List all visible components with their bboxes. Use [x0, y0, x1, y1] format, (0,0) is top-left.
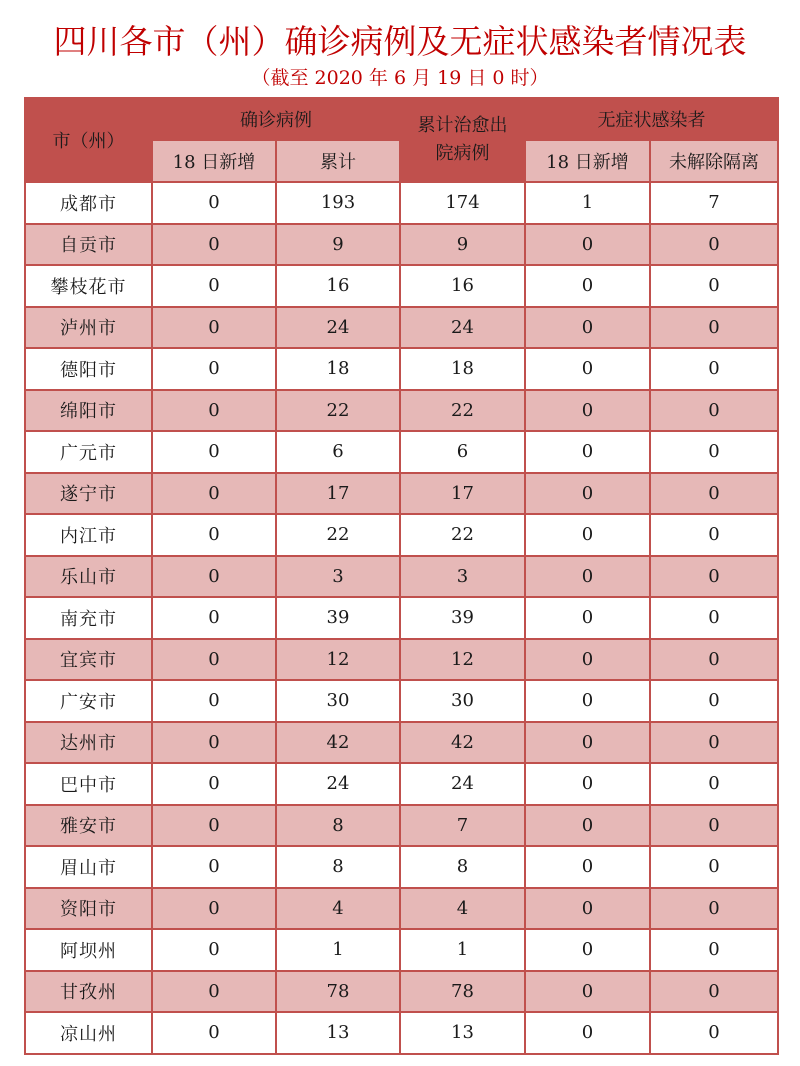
recovered-cell: 78	[400, 971, 525, 1013]
asymptomatic-new-cell: 0	[525, 514, 650, 556]
city-cell: 内江市	[25, 514, 152, 556]
asymptomatic-isolated-cell: 0	[650, 929, 778, 971]
asymptomatic-new-cell: 0	[525, 763, 650, 805]
asymptomatic-new-cell: 0	[525, 597, 650, 639]
city-cell: 南充市	[25, 597, 152, 639]
confirmed-new-cell: 0	[152, 473, 276, 515]
asymptomatic-new-cell: 0	[525, 431, 650, 473]
asymptomatic-isolated-cell: 0	[650, 556, 778, 598]
confirmed-total-cell: 3	[276, 556, 400, 598]
city-cell: 广安市	[25, 680, 152, 722]
confirmed-new-cell: 0	[152, 265, 276, 307]
table-row	[25, 763, 778, 805]
confirmed-new-cell: 0	[152, 390, 276, 432]
table-row	[25, 473, 778, 515]
page-subtitle: （截至 2020 年 6 月 19 日 0 时）	[251, 67, 549, 89]
table-row	[25, 1012, 778, 1054]
city-cell: 德阳市	[25, 348, 152, 390]
table-row	[25, 514, 778, 556]
asymptomatic-isolated-cell: 0	[650, 888, 778, 930]
asymptomatic-new-cell: 0	[525, 307, 650, 349]
recovered-cell: 8	[400, 846, 525, 888]
city-cell: 甘孜州	[25, 971, 152, 1013]
recovered-cell: 3	[400, 556, 525, 598]
confirmed-total-cell: 78	[276, 971, 400, 1013]
table-row	[25, 846, 778, 888]
confirmed-total-cell: 24	[276, 307, 400, 349]
recovered-cell: 12	[400, 639, 525, 681]
confirmed-total-cell: 30	[276, 680, 400, 722]
header-confirmed-new: 18 日新增	[152, 140, 276, 182]
city-cell: 阿坝州	[25, 929, 152, 971]
recovered-cell: 174	[400, 182, 525, 224]
recovered-cell: 22	[400, 514, 525, 556]
city-cell: 资阳市	[25, 888, 152, 930]
asymptomatic-isolated-cell: 0	[650, 597, 778, 639]
asymptomatic-new-cell: 0	[525, 265, 650, 307]
recovered-cell: 17	[400, 473, 525, 515]
confirmed-new-cell: 0	[152, 763, 276, 805]
asymptomatic-new-cell: 1	[525, 182, 650, 224]
recovered-cell: 18	[400, 348, 525, 390]
confirmed-total-cell: 8	[276, 805, 400, 847]
confirmed-total-cell: 4	[276, 888, 400, 930]
recovered-cell: 30	[400, 680, 525, 722]
city-cell: 凉山州	[25, 1012, 152, 1054]
asymptomatic-new-cell: 0	[525, 805, 650, 847]
recovered-cell: 13	[400, 1012, 525, 1054]
confirmed-total-cell: 193	[276, 182, 400, 224]
table-row	[25, 639, 778, 681]
confirmed-new-cell: 0	[152, 1012, 276, 1054]
recovered-cell: 24	[400, 307, 525, 349]
confirmed-new-cell: 0	[152, 846, 276, 888]
confirmed-total-cell: 9	[276, 224, 400, 266]
city-cell: 眉山市	[25, 846, 152, 888]
city-cell: 攀枝花市	[25, 265, 152, 307]
table-row	[25, 888, 778, 930]
asymptomatic-isolated-cell: 0	[650, 971, 778, 1013]
asymptomatic-isolated-cell: 0	[650, 473, 778, 515]
table-body	[25, 182, 778, 1054]
asymptomatic-new-cell: 0	[525, 390, 650, 432]
asymptomatic-new-cell: 0	[525, 639, 650, 681]
recovered-cell: 6	[400, 431, 525, 473]
header-asymptomatic-isolated: 未解除隔离	[650, 140, 778, 182]
table-row	[25, 680, 778, 722]
recovered-cell: 16	[400, 265, 525, 307]
city-cell: 绵阳市	[25, 390, 152, 432]
table-row	[25, 431, 778, 473]
confirmed-total-cell: 42	[276, 722, 400, 764]
confirmed-total-cell: 22	[276, 514, 400, 556]
confirmed-total-cell: 13	[276, 1012, 400, 1054]
confirmed-new-cell: 0	[152, 224, 276, 266]
confirmed-total-cell: 22	[276, 390, 400, 432]
case-table	[24, 97, 779, 1055]
confirmed-new-cell: 0	[152, 680, 276, 722]
confirmed-new-cell: 0	[152, 639, 276, 681]
asymptomatic-new-cell: 0	[525, 929, 650, 971]
confirmed-total-cell: 18	[276, 348, 400, 390]
table-row	[25, 348, 778, 390]
table-row	[25, 556, 778, 598]
asymptomatic-new-cell: 0	[525, 224, 650, 266]
asymptomatic-isolated-cell: 0	[650, 722, 778, 764]
table-row	[25, 307, 778, 349]
header-city: 市（州）	[25, 98, 152, 182]
confirmed-total-cell: 8	[276, 846, 400, 888]
city-cell: 宜宾市	[25, 639, 152, 681]
confirmed-new-cell: 0	[152, 597, 276, 639]
recovered-cell: 24	[400, 763, 525, 805]
asymptomatic-new-cell: 0	[525, 473, 650, 515]
asymptomatic-isolated-cell: 0	[650, 1012, 778, 1054]
asymptomatic-isolated-cell: 0	[650, 639, 778, 681]
asymptomatic-isolated-cell: 0	[650, 680, 778, 722]
asymptomatic-new-cell: 0	[525, 1012, 650, 1054]
asymptomatic-isolated-cell: 0	[650, 265, 778, 307]
confirmed-total-cell: 17	[276, 473, 400, 515]
confirmed-new-cell: 0	[152, 805, 276, 847]
asymptomatic-isolated-cell: 0	[650, 846, 778, 888]
confirmed-total-cell: 39	[276, 597, 400, 639]
header-confirmed-group: 确诊病例	[152, 98, 400, 140]
asymptomatic-isolated-cell: 0	[650, 307, 778, 349]
table-row	[25, 929, 778, 971]
asymptomatic-new-cell: 0	[525, 888, 650, 930]
city-cell: 广元市	[25, 431, 152, 473]
asymptomatic-new-cell: 0	[525, 722, 650, 764]
asymptomatic-new-cell: 0	[525, 556, 650, 598]
header-asymptomatic-new: 18 日新增	[525, 140, 650, 182]
confirmed-new-cell: 0	[152, 971, 276, 1013]
recovered-cell: 42	[400, 722, 525, 764]
city-cell: 巴中市	[25, 763, 152, 805]
header-recovered-line2: 院病例	[435, 143, 490, 164]
asymptomatic-new-cell: 0	[525, 348, 650, 390]
recovered-cell: 9	[400, 224, 525, 266]
confirmed-total-cell: 12	[276, 639, 400, 681]
table-row	[25, 722, 778, 764]
asymptomatic-isolated-cell: 7	[650, 182, 778, 224]
confirmed-new-cell: 0	[152, 348, 276, 390]
asymptomatic-isolated-cell: 0	[650, 224, 778, 266]
header-recovered	[400, 98, 525, 182]
table-row	[25, 597, 778, 639]
city-cell: 泸州市	[25, 307, 152, 349]
confirmed-total-cell: 1	[276, 929, 400, 971]
city-cell: 遂宁市	[25, 473, 152, 515]
table-header	[25, 98, 778, 182]
confirmed-new-cell: 0	[152, 722, 276, 764]
city-cell: 达州市	[25, 722, 152, 764]
asymptomatic-new-cell: 0	[525, 846, 650, 888]
table-row	[25, 390, 778, 432]
asymptomatic-isolated-cell: 0	[650, 390, 778, 432]
city-cell: 自贡市	[25, 224, 152, 266]
asymptomatic-isolated-cell: 0	[650, 514, 778, 556]
confirmed-new-cell: 0	[152, 182, 276, 224]
asymptomatic-isolated-cell: 0	[650, 348, 778, 390]
city-cell: 乐山市	[25, 556, 152, 598]
recovered-cell: 39	[400, 597, 525, 639]
recovered-cell: 4	[400, 888, 525, 930]
recovered-cell: 1	[400, 929, 525, 971]
confirmed-new-cell: 0	[152, 888, 276, 930]
confirmed-new-cell: 0	[152, 514, 276, 556]
city-cell: 成都市	[25, 182, 152, 224]
table-row	[25, 805, 778, 847]
confirmed-total-cell: 6	[276, 431, 400, 473]
header-recovered-line1: 累计治愈出	[417, 115, 508, 136]
confirmed-new-cell: 0	[152, 929, 276, 971]
asymptomatic-new-cell: 0	[525, 971, 650, 1013]
asymptomatic-new-cell: 0	[525, 680, 650, 722]
table-row	[25, 224, 778, 266]
table-row	[25, 265, 778, 307]
confirmed-new-cell: 0	[152, 307, 276, 349]
table-row	[25, 182, 778, 224]
header-asymptomatic-group: 无症状感染者	[525, 98, 778, 140]
page-title: 四川各市（州）确诊病例及无症状感染者情况表	[53, 22, 747, 61]
asymptomatic-isolated-cell: 0	[650, 431, 778, 473]
asymptomatic-isolated-cell: 0	[650, 805, 778, 847]
city-cell: 雅安市	[25, 805, 152, 847]
recovered-cell: 7	[400, 805, 525, 847]
recovered-cell: 22	[400, 390, 525, 432]
confirmed-new-cell: 0	[152, 431, 276, 473]
table-row	[25, 971, 778, 1013]
confirmed-new-cell: 0	[152, 556, 276, 598]
confirmed-total-cell: 16	[276, 265, 400, 307]
confirmed-total-cell: 24	[276, 763, 400, 805]
asymptomatic-isolated-cell: 0	[650, 763, 778, 805]
header-confirmed-total: 累计	[276, 140, 400, 182]
